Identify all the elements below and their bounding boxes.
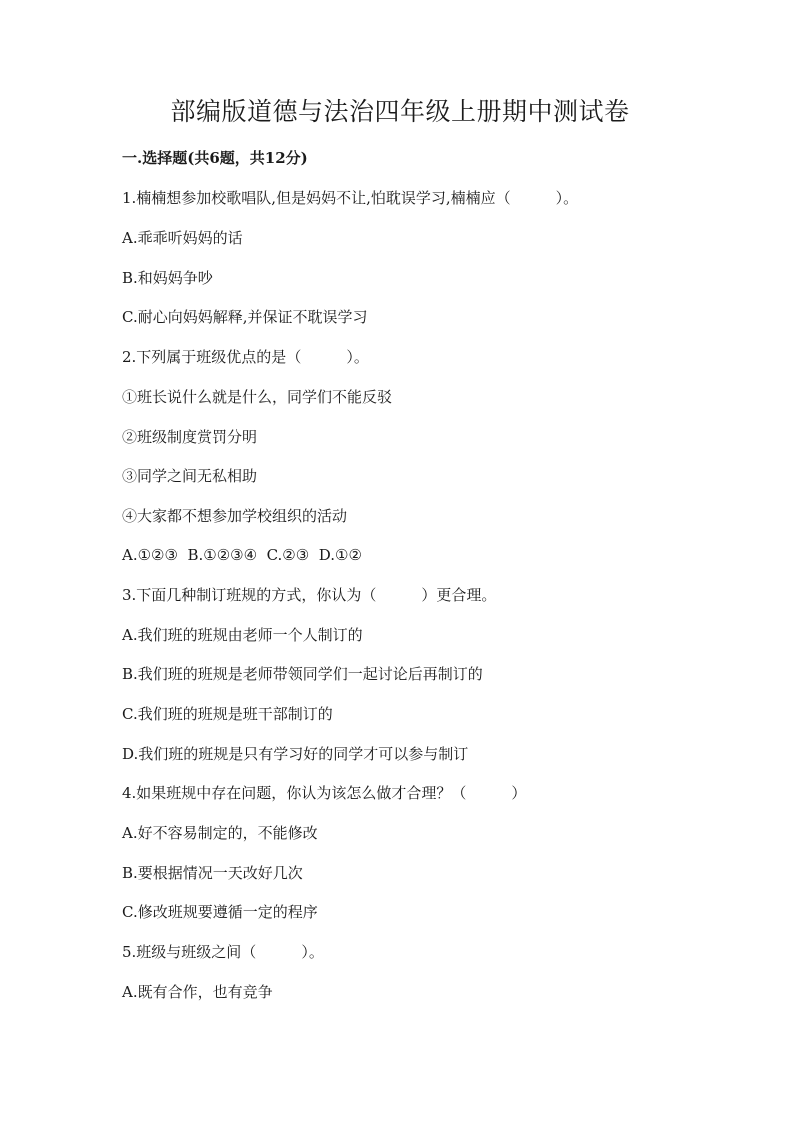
question-5-stem: 5.班级与班级之间（ ）。 bbox=[122, 943, 324, 961]
question-4-option-c: C.修改班规要遵循一定的程序 bbox=[122, 903, 318, 921]
question-2-statement-4: ④大家都不想参加学校组织的活动 bbox=[122, 507, 348, 525]
question-1-stem: 1.楠楠想参加校歌唱队,但是妈妈不让,怕耽误学习,楠楠应（ ）。 bbox=[122, 189, 579, 207]
section-heading: 一.选择题(共6题，共12分) bbox=[122, 149, 308, 167]
question-2-options: A.①②③ B.①②③④ C.②③ D.①② bbox=[122, 546, 362, 564]
question-4-option-a: A.好不容易制定的，不能修改 bbox=[122, 824, 318, 842]
question-2-statement-3: ③同学之间无私相助 bbox=[122, 467, 258, 485]
question-1-option-c: C.耐心向妈妈解释,并保证不耽误学习 bbox=[122, 308, 368, 326]
question-4-option-b: B.要根据情况一天改好几次 bbox=[122, 864, 303, 882]
question-3-option-c: C.我们班的班规是班干部制订的 bbox=[122, 705, 333, 723]
question-4-stem: 4.如果班规中存在问题，你认为该怎么做才合理？（ ） bbox=[122, 784, 527, 802]
question-3-option-a: A.我们班的班规由老师一个人制订的 bbox=[122, 626, 363, 644]
question-3-option-d: D.我们班的班规是只有学习好的同学才可以参与制订 bbox=[122, 745, 469, 763]
page-title: 部编版道德与法治四年级上册期中测试卷 bbox=[170, 97, 630, 126]
question-3-option-b: B.我们班的班规是老师带领同学们一起讨论后再制订的 bbox=[122, 665, 483, 683]
question-1-option-b: B.和妈妈争吵 bbox=[122, 269, 213, 287]
question-2-statement-1: ①班长说什么就是什么，同学们不能反驳 bbox=[122, 388, 393, 406]
question-5-option-a: A.既有合作，也有竞争 bbox=[122, 983, 273, 1001]
question-3-stem: 3.下面几种制订班规的方式，你认为（ ）更合理。 bbox=[122, 586, 497, 604]
question-1-option-a: A.乖乖听妈妈的话 bbox=[122, 229, 243, 247]
question-2-statement-2: ②班级制度赏罚分明 bbox=[122, 428, 258, 446]
question-2-stem: 2.下列属于班级优点的是（ ）。 bbox=[122, 348, 369, 366]
